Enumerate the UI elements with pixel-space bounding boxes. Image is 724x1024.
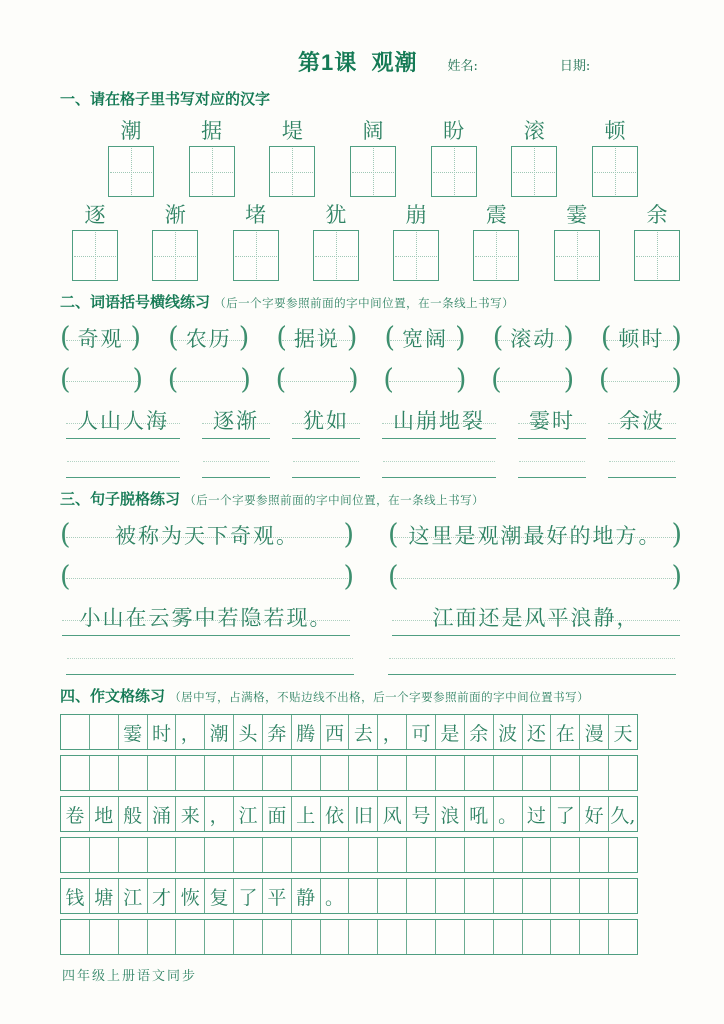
- open-paren: (: [60, 518, 71, 551]
- sentence-line: [62, 600, 350, 636]
- word-line: [608, 403, 676, 439]
- section3-note: （后一个字要参照前面的字中间位置，在一条线上书写）: [184, 493, 485, 507]
- composition-cell: [579, 838, 608, 872]
- hanzi-practice-cell: [634, 202, 680, 281]
- composition-cell: [377, 920, 406, 954]
- composition-cell: 依: [320, 797, 349, 831]
- composition-cell: 波: [493, 715, 522, 749]
- composition-cell: 卷: [65, 804, 85, 827]
- sentence-lines-empty-row: [60, 651, 682, 675]
- model-character: 滚: [523, 119, 545, 143]
- bracket-group: [168, 323, 249, 353]
- empty-word-line: [292, 454, 360, 478]
- tian-grid-box: [393, 230, 439, 281]
- bracket-group: [388, 520, 682, 550]
- open-paren: (: [600, 321, 612, 354]
- composition-cell: [579, 756, 608, 790]
- close-paren: ): [455, 321, 466, 354]
- composition-cell: [522, 838, 551, 872]
- hanzi-practice-cell: [393, 202, 439, 281]
- composition-cell: [204, 838, 233, 872]
- bracket-inner: [395, 323, 455, 353]
- word-line-text: 逐渐: [213, 409, 259, 433]
- sentence-line-text: 小山在云雾中若隐若现。: [79, 606, 333, 630]
- bracket-group: [493, 323, 574, 353]
- composition-cell: [464, 838, 493, 872]
- section2-heading-text: 二、词语括号横线练习: [60, 294, 211, 311]
- hanzi-practice-cell: [431, 118, 477, 197]
- open-paren: (: [384, 321, 396, 354]
- composition-cell: [377, 838, 406, 872]
- empty-word-line: [66, 454, 180, 478]
- empty-word-line: [202, 454, 270, 478]
- tian-grid-box: [269, 146, 315, 197]
- close-paren: ): [348, 362, 359, 396]
- word-line-text: 人山人海: [77, 409, 169, 433]
- bracket-inner: [71, 520, 344, 550]
- composition-cell: ，: [175, 715, 204, 749]
- bracket-group: [168, 364, 251, 394]
- model-character: 震: [485, 203, 507, 227]
- composition-cell: 。: [493, 797, 522, 831]
- composition-cell: [608, 838, 637, 872]
- composition-cell: [377, 756, 406, 790]
- composition-cell: 天: [608, 715, 637, 749]
- bracket-inner: [71, 364, 133, 394]
- composition-grid: [60, 714, 682, 955]
- open-paren: (: [598, 362, 610, 396]
- close-paren: ): [563, 321, 574, 354]
- section4-note: （居中写，占满格，不贴边线不出格，后一个字要参照前面的字中间位置书写）: [169, 690, 590, 704]
- composition-cell: [291, 920, 320, 954]
- composition-cell: [320, 838, 349, 872]
- composition-cell: [89, 715, 118, 749]
- bracket-inner: [286, 364, 348, 394]
- bracket-text: 农历: [185, 326, 232, 351]
- bracket-inner: [71, 323, 131, 353]
- hanzi-practice-cell: [313, 202, 359, 281]
- section4-heading: [60, 687, 682, 707]
- composition-cell: 号: [406, 797, 435, 831]
- composition-cell: 了: [233, 879, 262, 913]
- composition-cell: 浪: [435, 797, 464, 831]
- open-paren: (: [60, 321, 71, 354]
- section2-note: （后一个字要参照前面的字中间位置，在一条线上书写）: [214, 296, 515, 310]
- composition-cell: [291, 838, 320, 872]
- word-line-text: 余波: [619, 409, 665, 433]
- model-character: 逐: [84, 203, 106, 227]
- composition-cell: 潮: [204, 715, 233, 749]
- composition-cell: [435, 879, 464, 913]
- composition-cell: [61, 715, 89, 749]
- composition-cell: [118, 920, 147, 954]
- bracket-group: [60, 323, 141, 353]
- composition-cell: [147, 838, 176, 872]
- composition-cell: 恢: [175, 879, 204, 913]
- hanzi-practice-cell: [189, 118, 235, 197]
- bracket-sentences-empty-row: [60, 561, 682, 591]
- model-character: 阔: [362, 119, 384, 143]
- close-paren: ): [240, 362, 251, 396]
- bracket-text: 奇观: [77, 326, 124, 351]
- composition-cell: [493, 756, 522, 790]
- composition-cell: [579, 879, 608, 913]
- empty-sentence-line: [66, 651, 354, 675]
- composition-cell: [522, 879, 551, 913]
- composition-row: [60, 878, 638, 914]
- composition-cell: [233, 756, 262, 790]
- name-label: 姓名:: [447, 59, 478, 74]
- word-lines-empty-row: [60, 454, 682, 478]
- bracket-inner: [399, 520, 672, 550]
- hanzi-practice-cell: [152, 202, 198, 281]
- composition-cell: [175, 756, 204, 790]
- composition-cell: 奔: [262, 715, 291, 749]
- close-paren: ): [671, 518, 682, 551]
- bracket-inner: [609, 364, 671, 394]
- composition-cell: [118, 756, 147, 790]
- composition-cell: [406, 838, 435, 872]
- hanzi-practice-cell: [473, 202, 519, 281]
- composition-cell: [89, 920, 118, 954]
- composition-cell: 旧: [348, 797, 377, 831]
- composition-cell: 腾: [291, 715, 320, 749]
- hanzi-practice-cell: [108, 118, 154, 197]
- bracket-text: 这里是观潮最好的地方。: [408, 523, 662, 548]
- composition-cell: [320, 920, 349, 954]
- composition-cell: [550, 838, 579, 872]
- composition-cell: ，: [204, 797, 233, 831]
- composition-cell: [233, 920, 262, 954]
- tian-grid-box: [511, 146, 557, 197]
- composition-cell: 上: [291, 797, 320, 831]
- bracket-inner: [611, 323, 671, 353]
- composition-cell: 过: [522, 797, 551, 831]
- model-character: 余: [646, 203, 668, 227]
- composition-cell: [348, 879, 377, 913]
- composition-cell: [435, 920, 464, 954]
- bracket-inner: [503, 323, 563, 353]
- composition-cell: 漫: [579, 715, 608, 749]
- open-paren: (: [60, 362, 71, 396]
- close-paren: ): [343, 518, 354, 551]
- empty-word-line: [608, 454, 676, 478]
- model-character: 犹: [325, 203, 347, 227]
- word-line: [382, 403, 496, 439]
- bracket-text: 宽阔: [402, 326, 449, 351]
- open-paren: (: [492, 321, 504, 354]
- composition-row: [60, 714, 638, 750]
- bracket-inner: [287, 323, 347, 353]
- composition-cell: 塘: [89, 879, 118, 913]
- word-line-text: 山崩地裂: [393, 409, 485, 433]
- composition-cell: 。: [320, 879, 349, 913]
- composition-cell: [61, 920, 89, 954]
- composition-cell: 静: [291, 879, 320, 913]
- composition-row: [60, 919, 638, 955]
- composition-cell: 面: [262, 797, 291, 831]
- composition-row: [60, 755, 638, 791]
- bracket-inner: [71, 561, 344, 591]
- composition-cell: 头: [233, 715, 262, 749]
- bracket-text: 被称为天下奇观。: [115, 523, 299, 548]
- bracket-group: [491, 364, 574, 394]
- composition-cell: 霎: [118, 715, 147, 749]
- model-character: 渐: [164, 203, 186, 227]
- tian-grid-box: [431, 146, 477, 197]
- composition-cell: [435, 838, 464, 872]
- composition-cell: [550, 756, 579, 790]
- composition-cell: [493, 920, 522, 954]
- close-paren: ): [671, 321, 682, 354]
- section1-heading: 一、请在格子里书写对应的汉字: [60, 91, 271, 108]
- title-row: [60, 46, 682, 78]
- composition-cell: 时: [147, 715, 176, 749]
- empty-sentence-line: [388, 651, 676, 675]
- composition-cell: [262, 920, 291, 954]
- bracket-sentences-row: [60, 517, 682, 552]
- model-character: 顿: [604, 119, 626, 143]
- composition-cell: 涌: [147, 797, 176, 831]
- close-paren: ): [130, 321, 142, 354]
- word-line-text: 霎时: [529, 409, 575, 433]
- composition-cell: [464, 879, 493, 913]
- composition-cell: [493, 838, 522, 872]
- section2-heading: [60, 293, 682, 313]
- composition-cell: [118, 838, 147, 872]
- tian-grid-box: [152, 230, 198, 281]
- bracket-group: [388, 561, 682, 591]
- open-paren: (: [388, 559, 399, 593]
- composition-cell: [377, 879, 406, 913]
- model-character: 盼: [443, 119, 465, 143]
- tian-grid-box: [108, 146, 154, 197]
- bracket-group: [60, 561, 354, 591]
- composition-cell: 还: [522, 715, 551, 749]
- composition-cell: [550, 920, 579, 954]
- footer-text: 四年级上册语文同步: [62, 969, 198, 984]
- composition-cell: [550, 879, 579, 913]
- bracket-text: 滚动: [510, 326, 557, 351]
- tian-grid-box: [634, 230, 680, 281]
- composition-cell: [147, 920, 176, 954]
- word-line: [66, 403, 180, 439]
- composition-cell: [348, 838, 377, 872]
- page-title: 第1课 观潮: [298, 50, 418, 75]
- bracket-inner: [394, 364, 456, 394]
- hanzi-practice-cell: [511, 118, 557, 197]
- tian-grid-box: [313, 230, 359, 281]
- open-paren: (: [388, 518, 399, 551]
- word-line: [292, 403, 360, 439]
- composition-cell: [608, 756, 637, 790]
- composition-cell: [175, 920, 204, 954]
- composition-cell: 是: [435, 715, 464, 749]
- composition-cell: [406, 879, 435, 913]
- open-paren: (: [167, 362, 179, 396]
- tian-grid-box: [350, 146, 396, 197]
- composition-cell: 余: [464, 715, 493, 749]
- composition-cell: [348, 756, 377, 790]
- model-character: 据: [201, 119, 223, 143]
- hanzi-practice-cell: [592, 118, 638, 197]
- composition-cell: [262, 756, 291, 790]
- open-paren: (: [275, 362, 287, 396]
- close-paren: ): [346, 321, 358, 354]
- close-paren: ): [671, 559, 682, 593]
- composition-cell: 风: [377, 797, 406, 831]
- composition-cell: 复: [204, 879, 233, 913]
- bracket-group: [60, 520, 354, 550]
- hanzi-practice-cell: [269, 118, 315, 197]
- word-lines-row: [60, 403, 682, 439]
- composition-cell: [435, 756, 464, 790]
- composition-cell: ，: [377, 715, 406, 749]
- empty-word-line: [518, 454, 586, 478]
- composition-cell: [291, 756, 320, 790]
- composition-cell: 去: [348, 715, 377, 749]
- composition-cell: [522, 756, 551, 790]
- composition-cell: [464, 920, 493, 954]
- bracket-words-empty-row: [60, 364, 682, 394]
- hanzi-practice-cell: [233, 202, 279, 281]
- bracket-group: [276, 364, 359, 394]
- composition-cell: 可: [406, 715, 435, 749]
- composition-cell: 钱: [65, 886, 85, 909]
- hanzi-practice-cell: [554, 202, 600, 281]
- close-paren: ): [238, 321, 250, 354]
- bracket-inner: [502, 364, 564, 394]
- composition-cell: [89, 756, 118, 790]
- composition-cell: 好: [579, 797, 608, 831]
- open-paren: (: [383, 362, 394, 396]
- bracket-inner: [178, 364, 240, 394]
- open-paren: (: [168, 321, 179, 354]
- bracket-group: [276, 323, 357, 353]
- section3-heading-text: 三、句子脱格练习: [60, 491, 181, 508]
- composition-cell: [348, 920, 377, 954]
- close-paren: ): [671, 362, 682, 396]
- tian-grid-box: [592, 146, 638, 197]
- composition-cell: 西: [320, 715, 349, 749]
- composition-cell: 来: [175, 797, 204, 831]
- composition-cell: [320, 756, 349, 790]
- hanzi-practice-cell: [350, 118, 396, 197]
- composition-cell: [608, 920, 637, 954]
- composition-cell: [175, 838, 204, 872]
- composition-cell: 平: [262, 879, 291, 913]
- composition-cell: [608, 879, 637, 913]
- composition-cell: [406, 756, 435, 790]
- composition-cell: [204, 920, 233, 954]
- model-character: 潮: [120, 119, 142, 143]
- tian-grid-box: [233, 230, 279, 281]
- close-paren: ): [343, 559, 354, 593]
- sentence-lines-row: [60, 600, 682, 636]
- open-paren: (: [60, 559, 71, 593]
- hanzi-practice-cell: [72, 202, 118, 281]
- composition-cell: [233, 838, 262, 872]
- tian-grid-box: [189, 146, 235, 197]
- composition-cell: [89, 838, 118, 872]
- composition-row: [60, 837, 638, 873]
- model-character: 崩: [405, 203, 427, 227]
- composition-cell: 了: [550, 797, 579, 831]
- model-character: 堵: [245, 203, 267, 227]
- bracket-inner: [179, 323, 239, 353]
- bracket-text: 据说: [293, 326, 340, 351]
- composition-cell: [61, 838, 89, 872]
- sentence-line: [392, 600, 680, 636]
- composition-cell: [579, 920, 608, 954]
- composition-cell: [204, 756, 233, 790]
- bracket-text: 顿时: [618, 326, 665, 351]
- bracket-inner: [399, 561, 672, 591]
- empty-word-line: [382, 454, 496, 478]
- composition-cell: 在: [550, 715, 579, 749]
- model-character: 堤: [281, 119, 303, 143]
- word-line: [202, 403, 270, 439]
- composition-cell: [147, 756, 176, 790]
- date-label: 日期:: [559, 59, 591, 74]
- bracket-group: [60, 364, 143, 394]
- composition-cell: 吼: [464, 797, 493, 831]
- bracket-words-row: [60, 320, 682, 355]
- bracket-group: [599, 364, 682, 394]
- composition-cell: 江: [233, 797, 262, 831]
- composition-cell: [522, 920, 551, 954]
- composition-cell: 地: [89, 797, 118, 831]
- model-character: 霎: [566, 203, 588, 227]
- composition-cell: 久,: [608, 797, 637, 831]
- section3-heading: [60, 490, 682, 510]
- open-paren: (: [491, 362, 502, 396]
- hanzi-row-2: [72, 202, 680, 281]
- section4-heading-text: 四、作文格练习: [60, 688, 166, 705]
- close-paren: ): [455, 362, 467, 396]
- bracket-group: [601, 323, 682, 353]
- open-paren: (: [276, 321, 287, 354]
- bracket-group: [385, 323, 466, 353]
- tian-grid-box: [473, 230, 519, 281]
- close-paren: ): [563, 362, 575, 396]
- composition-cell: 般: [118, 797, 147, 831]
- composition-cell: [61, 756, 89, 790]
- composition-cell: [406, 920, 435, 954]
- word-line: [518, 403, 586, 439]
- composition-cell: [262, 838, 291, 872]
- composition-cell: 江: [118, 879, 147, 913]
- word-line-text: 犹如: [303, 409, 349, 433]
- composition-cell: 才: [147, 879, 176, 913]
- tian-grid-box: [72, 230, 118, 281]
- close-paren: ): [132, 362, 144, 396]
- composition-cell: [464, 756, 493, 790]
- composition-row: [60, 796, 638, 832]
- hanzi-row-1: [108, 118, 638, 197]
- composition-cell: [493, 879, 522, 913]
- tian-grid-box: [554, 230, 600, 281]
- sentence-line-text: 江面还是风平浪静，: [432, 606, 640, 630]
- bracket-group: [383, 364, 466, 394]
